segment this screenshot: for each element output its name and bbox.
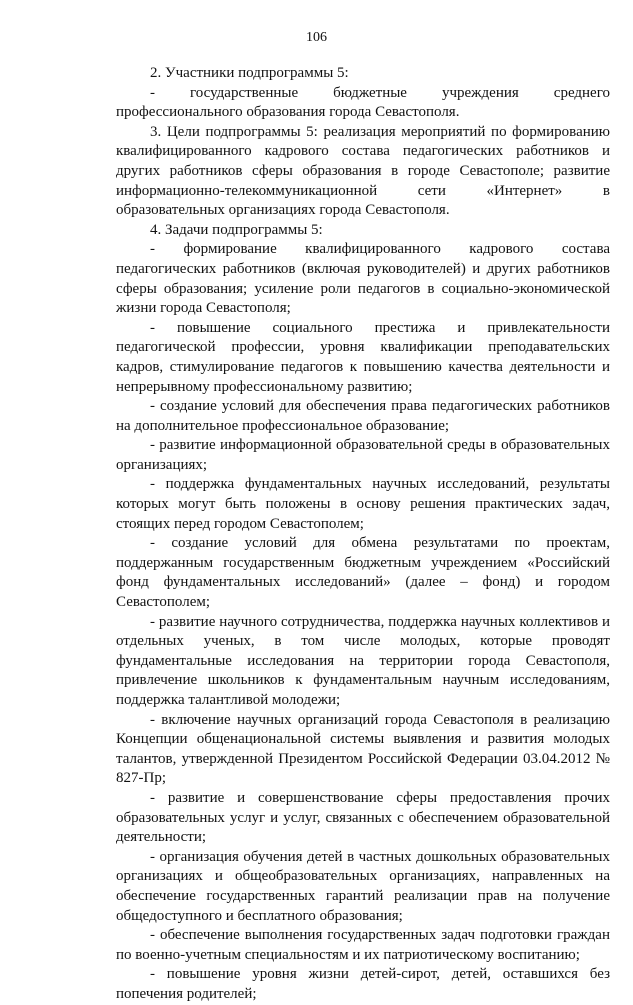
document-body (116, 64, 610, 1005)
paragraph-task-item: - обеспечение выполнения государственных задач подготовки граждан по военно-учетным специальностям и их патриотическому воспитанию; (116, 927, 610, 963)
paragraph-task-item: - развитие информационной образовательной среды в образовательных организациях; (116, 437, 610, 473)
paragraph-goals: 3. Цели подпрограммы 5: реализация мероприятий по формированию квалифицированного кадрового состава педагогических работников и других работников сферы образования в городе Севастополе; развитие информационно-телекоммуникационной сети «Интернет» в образовательных организациях города Севастополя. (116, 123, 610, 219)
paragraph-participants-item: - государственные бюджетные учреждения среднего профессионального образования города Севастополя. (116, 84, 610, 121)
paragraph-tasks-heading: 4. Задачи подпрограммы 5: (150, 221, 323, 238)
paragraph-task-item: - создание условий для обеспечения права педагогических работников на дополнительное профессиональное образование; (116, 398, 610, 434)
paragraph-task-item: - организация обучения детей в частных дошкольных образовательных организациях и общеобразовательных организациях, направленных на обеспечение государственных гарантий реализации прав на получение общедоступного и бесплатного образования; (116, 848, 610, 924)
paragraph-task-item: - формирование квалифицированного кадрового состава педагогических работников (включая руководителей) и других работников сферы образования; усиление роли педагогов в социально-экономической жизни города Севастополя; (116, 241, 610, 317)
paragraph-task-item: - повышение уровня жизни детей-сирот, детей, оставшихся без попечения родителей; (116, 966, 610, 1002)
paragraph-task-item: - поддержка фундаментальных научных исследований, результаты которых могут быть положены в основу решения практических задач, стоящих перед городом Севастополем; (116, 476, 610, 532)
paragraph-task-item: - создание условий для обмена результатами по проектам, поддержанным государственным бюджетным учреждением «Российский фонд фундаментальных исследований» (далее – фонд) и городом Севастополем; (116, 535, 610, 611)
paragraph-participants-heading: 2. Участники подпрограммы 5: (150, 65, 349, 81)
paragraph-task-item: - включение научных организаций города Севастополя в реализацию Концепции общенациональной системы выявления и развития молодых талантов, утвержденной Президентом Российской Федерации 03.04.2012 № 827-Пр; (116, 711, 610, 787)
page-number: 106 (306, 30, 327, 45)
paragraph-task-item: - развитие и совершенствование сферы предоставления прочих образовательных услуг и услуг, связанных с обеспечением образовательной деятельности; (116, 789, 610, 846)
paragraph-task-item: - повышение социального престижа и привлекательности педагогической профессии, уровня квалификации преподавательских кадров, стимулирование педагогов к повышению качества деятельности и непрерывному профессиональному развитию; (116, 319, 610, 395)
paragraph-task-item: - развитие научного сотрудничества, поддержка научных коллективов и отдельных ученых, в том числе молодых, которые проводят фундаментальные исследования на территории города Севастополя, привлечение школьников к фундаментальным научным исследованиям, поддержка талантливой молодежи; (116, 613, 610, 708)
